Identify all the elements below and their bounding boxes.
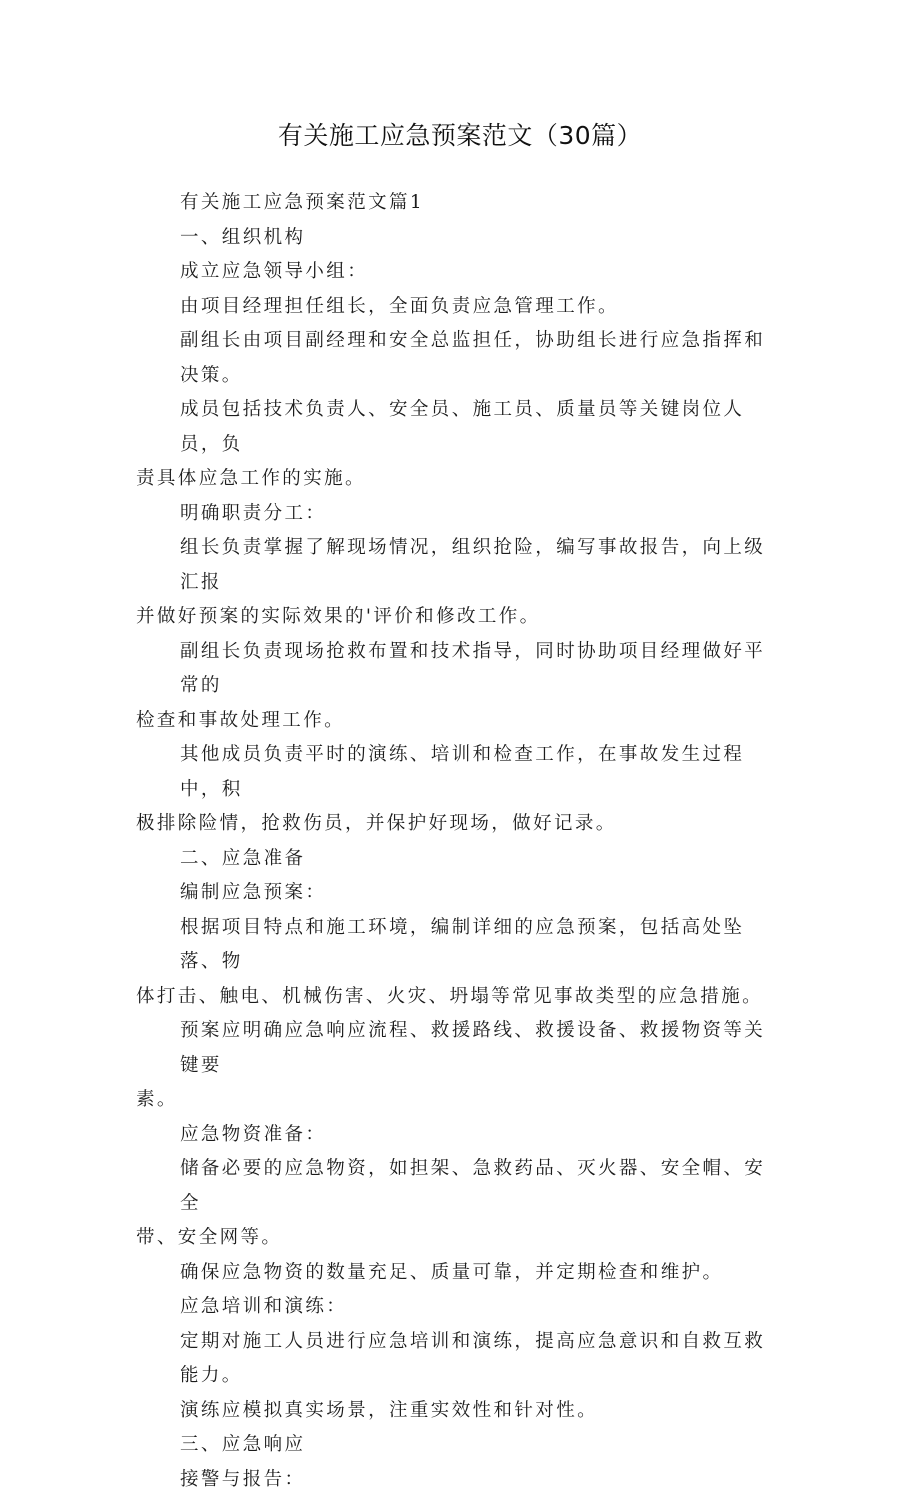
text-line: 带、安全网等。	[136, 1221, 786, 1256]
document-body	[136, 186, 786, 1497]
text-line: 极排除险情，抢救伤员，并保护好现场，做好记录。	[136, 807, 786, 842]
text-line: 成员包括技术负责人、安全员、施工员、质量员等关键岗位人员，负	[136, 393, 786, 462]
text-line: 接警与报告：	[136, 1463, 786, 1497]
text-line: 确保应急物资的数量充足、质量可靠，并定期检查和维护。	[136, 1256, 786, 1291]
text-line: 副组长由项目副经理和安全总监担任，协助组长进行应急指挥和决策。	[136, 324, 786, 393]
text-line: 应急物资准备：	[136, 1118, 786, 1153]
text-line: 应急培训和演练：	[136, 1290, 786, 1325]
text-line: 预案应明确应急响应流程、救援路线、救援设备、救援物资等关键要	[136, 1014, 786, 1083]
text-line: 副组长负责现场抢救布置和技术指导，同时协助项目经理做好平常的	[136, 635, 786, 704]
text-line: 三、应急响应	[136, 1428, 786, 1463]
text-line: 组长负责掌握了解现场情况，组织抢险，编写事故报告，向上级汇报	[136, 531, 786, 600]
text-line: 定期对施工人员进行应急培训和演练，提高应急意识和自救互救能力。	[136, 1325, 786, 1394]
text-line: 编制应急预案：	[136, 876, 786, 911]
text-line: 一、组织机构	[136, 221, 786, 256]
text-line: 明确职责分工：	[136, 497, 786, 532]
text-line: 体打击、触电、机械伤害、火灾、坍塌等常见事故类型的应急措施。	[136, 980, 786, 1015]
text-line: 二、应急准备	[136, 842, 786, 877]
text-line: 检查和事故处理工作。	[136, 704, 786, 739]
text-line: 素。	[136, 1083, 786, 1118]
text-line: 责具体应急工作的实施。	[136, 462, 786, 497]
text-line: 有关施工应急预案范文篇1	[136, 186, 786, 221]
text-line: 其他成员负责平时的演练、培训和检查工作，在事故发生过程中，积	[136, 738, 786, 807]
text-line: 演练应模拟真实场景，注重实效性和针对性。	[136, 1394, 786, 1429]
text-line: 储备必要的应急物资，如担架、急救药品、灭火器、安全帽、安全	[136, 1152, 786, 1221]
document-title: 有关施工应急预案范文（30篇）	[0, 118, 920, 154]
text-line: 成立应急领导小组：	[136, 255, 786, 290]
text-line: 由项目经理担任组长，全面负责应急管理工作。	[136, 290, 786, 325]
text-line: 并做好预案的实际效果的'评价和修改工作。	[136, 600, 786, 635]
text-line: 根据项目特点和施工环境，编制详细的应急预案，包括高处坠落、物	[136, 911, 786, 980]
